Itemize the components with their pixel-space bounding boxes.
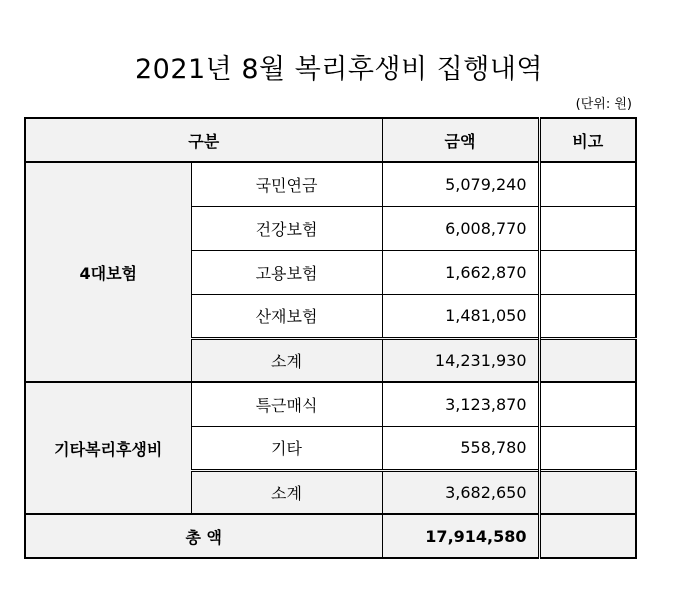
item-amount: 6,008,770 bbox=[382, 206, 539, 250]
subtotal-amount: 14,231,930 bbox=[382, 338, 539, 382]
subtotal-label: 소계 bbox=[191, 338, 382, 382]
unit-label: (단위: 원) bbox=[575, 97, 632, 112]
total-amount: 17,914,580 bbox=[382, 514, 539, 558]
item-label: 기타 bbox=[191, 426, 382, 470]
total-note bbox=[539, 514, 636, 558]
item-label: 산재보험 bbox=[191, 294, 382, 338]
item-amount: 3,123,870 bbox=[382, 382, 539, 426]
page-title: 2021년 8월 복리후생비 집행내역 bbox=[134, 54, 544, 85]
item-note bbox=[539, 250, 636, 294]
item-note bbox=[539, 426, 636, 470]
item-label: 특근매식 bbox=[191, 382, 382, 426]
item-amount: 1,481,050 bbox=[382, 294, 539, 338]
header-category: 구분 bbox=[25, 118, 382, 162]
group-label-insurance: 4대보험 bbox=[25, 162, 191, 382]
subtotal-label: 소계 bbox=[191, 470, 382, 514]
item-label: 건강보험 bbox=[191, 206, 382, 250]
item-note bbox=[539, 382, 636, 426]
item-label: 고용보험 bbox=[191, 250, 382, 294]
header-amount: 금액 bbox=[382, 118, 539, 162]
item-amount: 5,079,240 bbox=[382, 162, 539, 206]
total-row bbox=[25, 514, 636, 558]
subtotal-note bbox=[539, 470, 636, 514]
total-label: 총 액 bbox=[25, 514, 382, 558]
item-amount: 558,780 bbox=[382, 426, 539, 470]
table-row bbox=[25, 162, 636, 206]
item-note bbox=[539, 206, 636, 250]
item-note bbox=[539, 294, 636, 338]
subtotal-note bbox=[539, 338, 636, 382]
group-label-other: 기타복리후생비 bbox=[25, 382, 191, 514]
item-label: 국민연금 bbox=[191, 162, 382, 206]
item-note bbox=[539, 162, 636, 206]
header-note: 비고 bbox=[539, 118, 636, 162]
expense-table bbox=[24, 117, 637, 559]
subtotal-amount: 3,682,650 bbox=[382, 470, 539, 514]
item-amount: 1,662,870 bbox=[382, 250, 539, 294]
table-row bbox=[25, 382, 636, 426]
